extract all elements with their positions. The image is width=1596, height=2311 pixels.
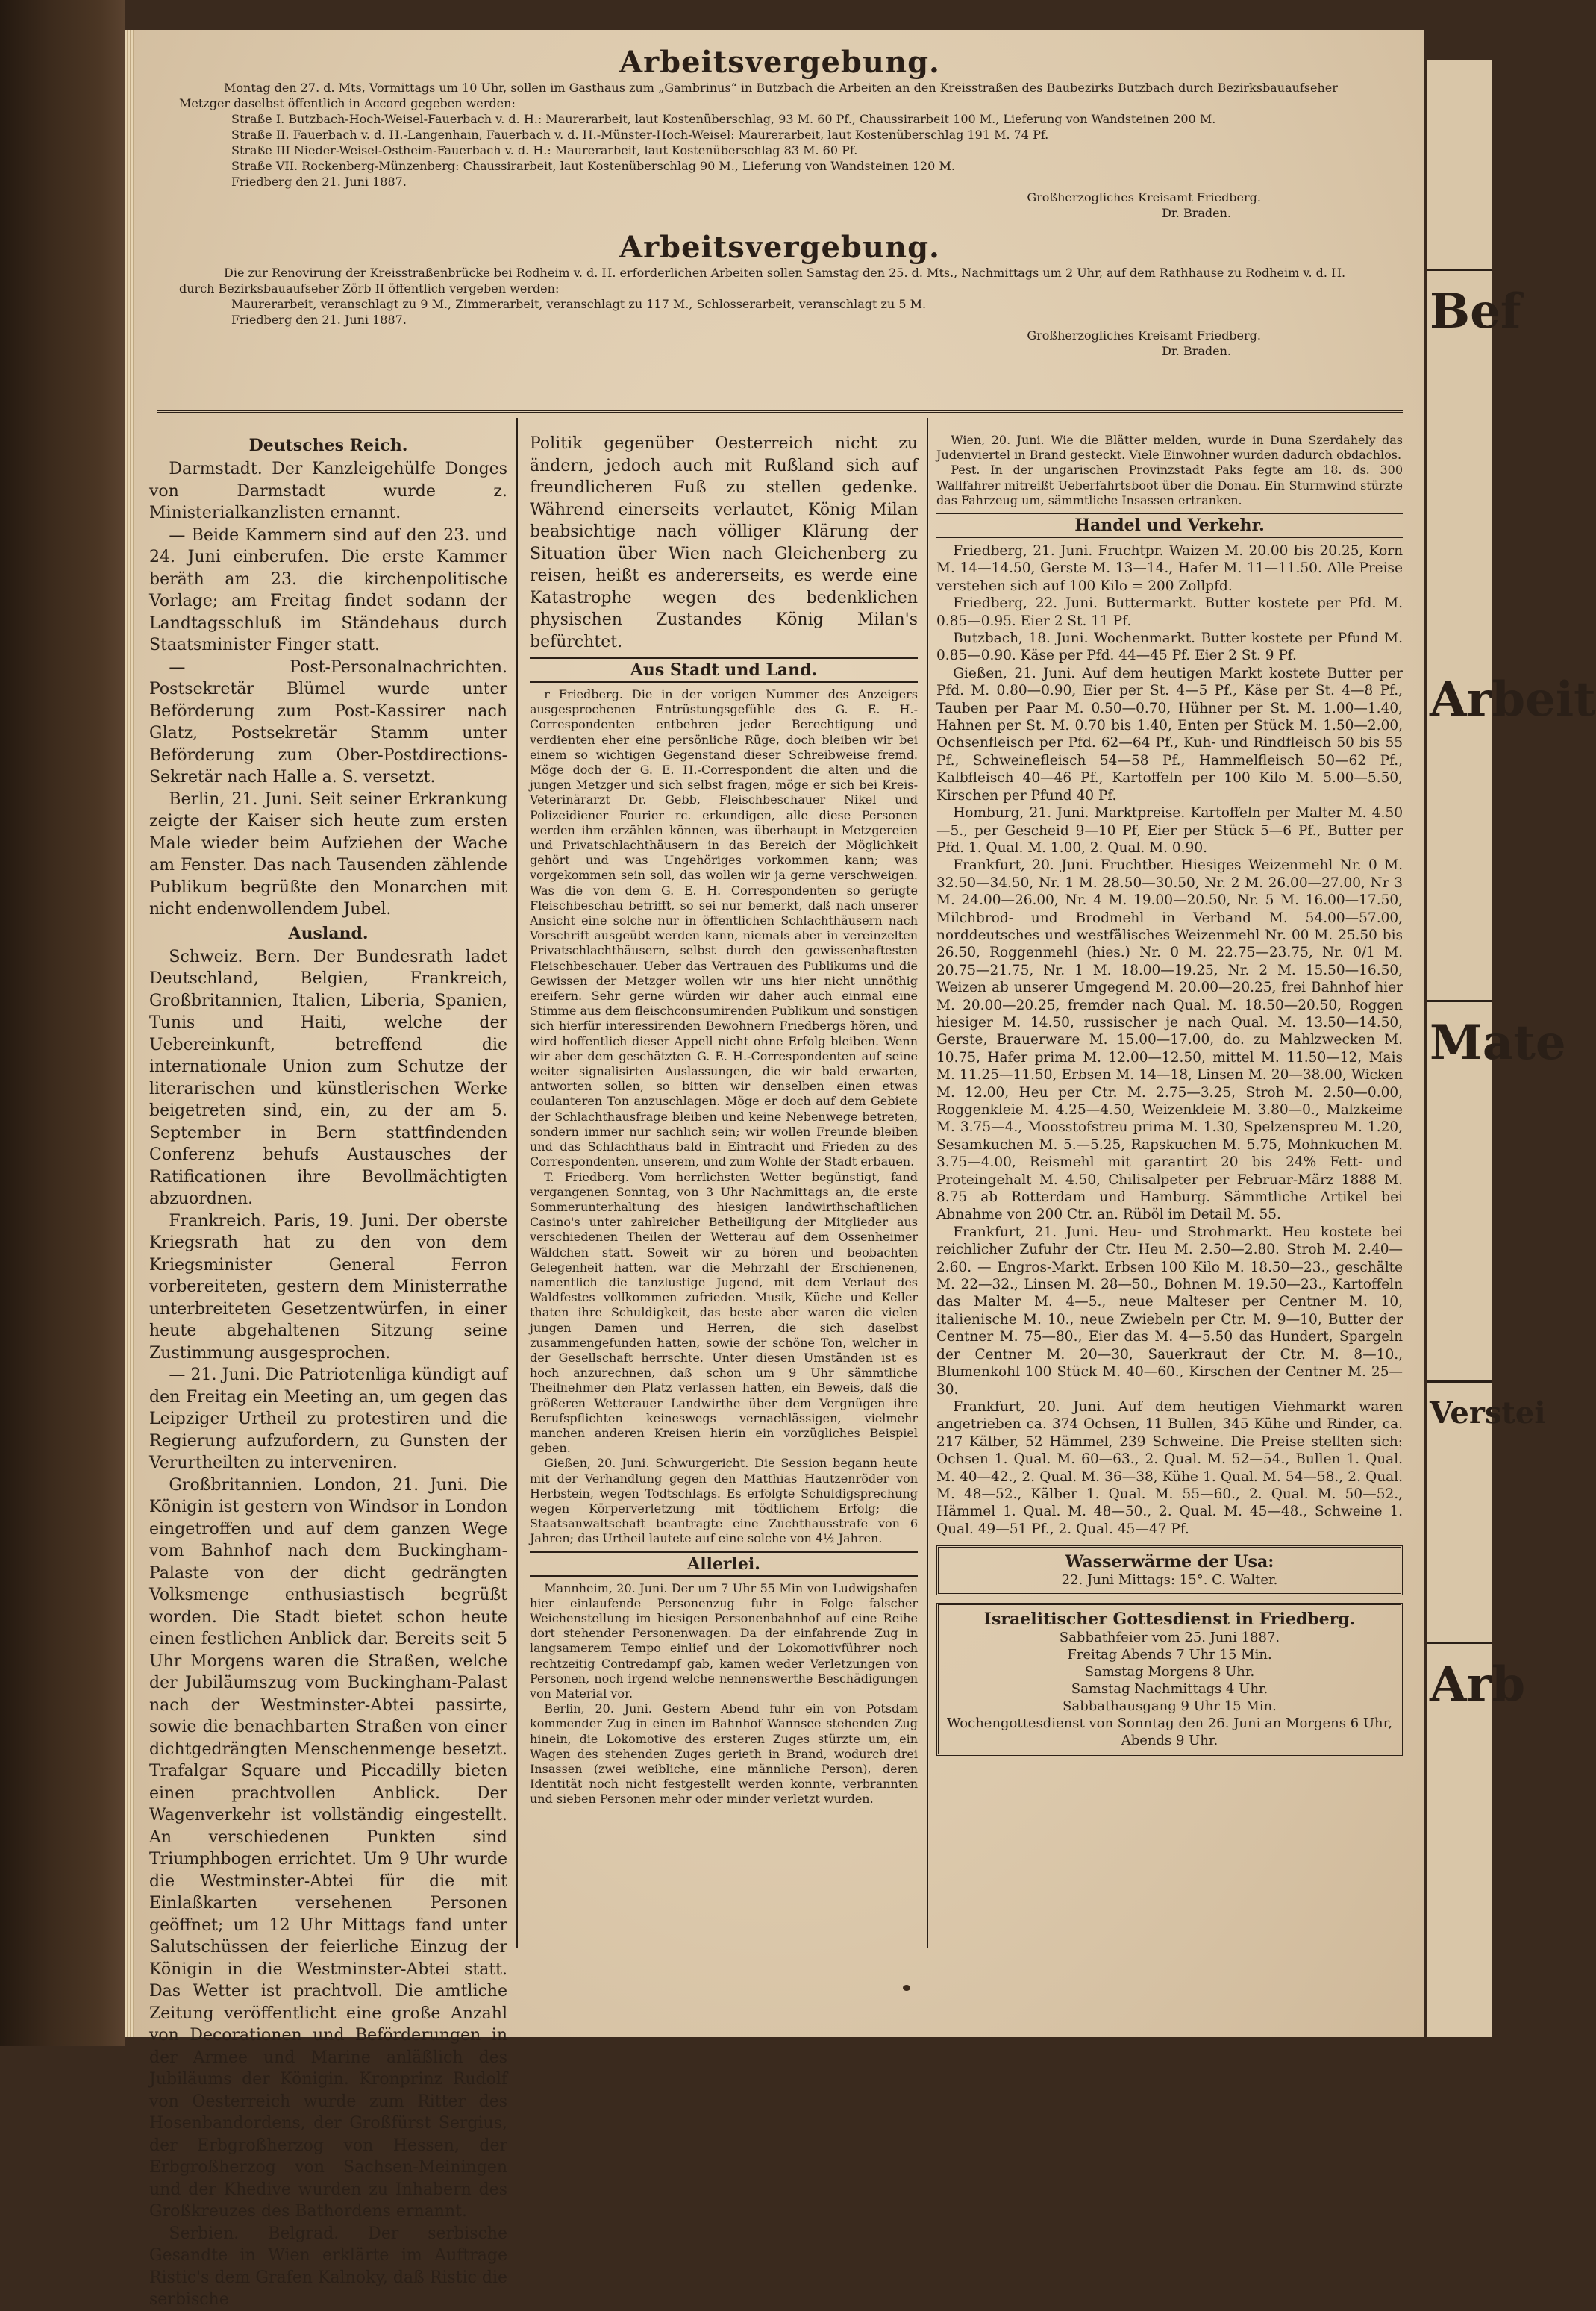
article-paragraph: Schweiz. Bern. Der Bundesrath ladet Deutschland, Belgien, Frankreich, Großbritannien, Italien, Liberia, Spanien, Tunis und Haiti, welche der Uebereinkunft, betreffend die internationale Union zum Schutze der literarischen und künstlerischen Werke beigetreten sind, ein, zu der am 5. September in Bern stattfindenden Conferenz behufs Austausches der Ratificationen ihre Bevollmächtigten abzuordnen. <box>149 947 507 1208</box>
article-paragraph: — 21. Juni. Die Patriotenliga kündigt auf den Freitag ein Meeting an, um gegen das Leipziger Urtheil zu protestiren und die Regierung aufzufordern, zu Gunsten der Verurtheilten zu interveniren. <box>149 1366 507 1472</box>
article-paragraph: Serbien. Belgrad. Der serbische Gesandte in Wien erklärte im Auftrage Ristic's dem Grafen Kalnoky, daß Ristic die serbische <box>149 2224 507 2309</box>
advert-2-date: Friedberg den 21. Juni 1887. <box>231 313 407 327</box>
market-report: Homburg, 21. Juni. Marktpreise. Kartoffeln per Malter M. 4.50—5., per Gescheid 9—10 Pf, Eier per Stück 5—6 Pf., Butter per Pfd. 1. Qual. M. 1.00, 2. Qual. M. 0.90. <box>936 805 1403 856</box>
market-report: Butzbach, 18. Juni. Wochenmarkt. Butter kostete per Pfund M. 0.85—0.90. Käse per Pfd. 44—45 Pf. Eier 2 St. 9 Pf. <box>936 631 1403 664</box>
heading-allerlei: Allerlei. <box>530 1551 918 1577</box>
article-paragraph: Wien, 20. Juni. Wie die Blätter melden, wurde in Duna Szerdahely das Judenviertel in Brand gesteckt. Viele Einwohner wurden dadurch obdachlos. <box>936 433 1403 463</box>
heading-deutsches-reich: Deutsches Reich. <box>248 436 408 455</box>
article-paragraph: T. Friedberg. Vom herrlichsten Wetter begünstigt, fand vergangenen Sonntag, von 3 Uhr Nachmittags an, die erste Sommerunterhaltung des hiesigen landwirthschaftlichen Casino's unter zahlreicher Betheiligung der Mitglieder aus verschiedenen Theilen der Wetterau auf dem Ossenheimer Wäldchen statt. Soweit wir zu hören und beobachten Gelegenheit hatten, war die Mehrzahl der Erschienenen, namentlich die tanzlustige Jugend, mit dem Verlauf des Waldfestes vollkommen zufrieden. Musik, Küche und Keller thaten ihre Schuldigkeit, das beste aber waren die vielen jungen Damen und Herren, die sich daselbst zusammengefunden hatten, sowie der schöne Ton, welcher in der Gesellschaft herrschte. Unter diesen Umständen ist es hoch anzurechnen, daß schon um 9 Uhr sämmtliche Theilnehmer den Platz verlassen hatten, ein Beweis, daß die größeren Wetterauer Landwirthe über dem Vergnügen ihre Berufspflichten keineswegs vernachlässigen, vielmehr manchen anderen Kreisen hierin ein vorzügliches Beispiel geben. <box>530 1169 918 1456</box>
heading-handel-und-verkehr: Handel und Verkehr. <box>936 513 1403 538</box>
advert-2-title: Arbeitsvergebung. <box>619 230 940 265</box>
water-temperature-title: Wasserwärme der Usa: <box>1065 1552 1274 1572</box>
article-paragraph: Mannheim, 20. Juni. Der um 7 Uhr 55 Min von Ludwigshafen hier einlaufende Personenzug fuhr in Folge falscher Weichenstellung im hiesigen Personenbahnhof auf eine Reihe dort stehender Personenwagen. Da der einfahrende Zug in langsamerem Tempo einlief und der Lokomotivführer noch rechtzeitig Contredampf gab, kamen weder Verletzungen von Personen, noch irgend welche nennenswerthe Beschädigungen von Material vor. <box>530 1580 918 1701</box>
column-rule <box>516 418 518 1948</box>
article-paragraph: — Beide Kammern sind auf den 23. und 24. Juni einberufen. Die erste Kammer beräth am 23. die kirchenpolitische Vorlage; am Freitag findet sodann der Landtagsschluß im Ständehaus durch Staatsminister Finger statt. <box>149 525 507 654</box>
advert-arbeitsvergebung-1 <box>179 45 1380 221</box>
article-paragraph: Frankreich. Paris, 19. Juni. Der oberste Kriegsrath hat zu den von dem Kriegsminister General Ferron vorbereiteten, gestern dem Ministerrathe unterbreiteten Gesetzentwürfen, in einer heute abgehaltenen Sitzung seine Zustimmung ausgesprochen. <box>149 1211 507 1363</box>
advert-1-line: Straße VII. Rockenberg-Münzenberg: Chaussirarbeit, laut Kostenüberschlag 90 M., Lieferung von Wandsteinen 120 M. <box>231 159 955 173</box>
rule <box>1427 269 1492 271</box>
market-report: Frankfurt, 21. Juni. Heu- und Strohmarkt. Heu kostete bei reichlicher Zufuhr der Ctr. Heu M. 2.50—2.80. Stroh M. 2.40—2.60. — Engros-Markt. Erbsen 100 Kilo M. 18.50—23., geschälte M. 22—32., Linsen M. 28—50., Bohnen M. 19.50—23., Kartoffeln das Malter M. 4—5., neue Malteser per Centner M. 10, italienische M. 10., neue Zwiebeln per Ctr. M. 9—10, Butter der Centner M. 75—80., Eier das M. 4—5.50 das Hundert, Spargeln der Centner M. 20—30, Sauerkraut der Ctr. M. 8—10., Blumenkohl 100 Stück M. 40—60., Kirschen der Centner M. 25—30. <box>936 1224 1403 1398</box>
water-temperature-line: 22. Juni Mittags: 15°. C. Walter. <box>1061 1572 1278 1589</box>
rule <box>1427 1380 1492 1383</box>
advert-1-line: Straße I. Butzbach-Hoch-Weisel-Fauerbach v. d. H.: Maurerarbeit, laut Kostenüberschlag, 93 M. 60 Pf., Chaussirarbeit 100 M., Lieferung von Wandsteinen 200 M. <box>231 112 1216 126</box>
advert-1-signer: Dr. Braden. <box>1162 206 1231 220</box>
article-paragraph: Darmstadt. Der Kanzleigehülfe Donges von Darmstadt wurde z. Ministerialkanzlisten ernannt. <box>149 460 507 522</box>
advert-1-line: Straße II. Fauerbach v. d. H.-Langenhain, Fauerbach v. d. H.-Münster-Hoch-Weisel: Maurerarbeit, laut Kostenüberschlag 191 M. 74 Pf. <box>231 128 1049 142</box>
column-1 <box>149 433 507 2309</box>
heading-aus-stadt-und-land: Aus Stadt und Land. <box>530 657 918 683</box>
advert-1-office: Großherzogliches Kreisamt Friedberg. <box>1027 190 1261 204</box>
article-paragraph: — Post-Personalnachrichten. Postsekretär Blümel wurde unter Beförderung zum Post-Kassirer nach Glatz, Postsekretär Stamm unter Beförderung zum Ober-Postdirections-Sekretär nach Halle a. S. versetzt. <box>149 657 507 787</box>
article-paragraph: Politik gegenüber Oesterreich nicht zu ändern, jedoch auch mit Rußland sich auf freundlicheren Fuß zu stellen gedenke. Während einerseits verlautet, König Milan beabsichtige nach völliger Klärung der Situation über Wien nach Gleichenberg zu reisen, heißt es andererseits, es werde eine Katastrophe wegen des bedenklichen physischen Zustandes König Milan's befürchtet. <box>530 434 918 651</box>
water-temperature-box <box>936 1545 1403 1595</box>
rule <box>1427 1000 1492 1002</box>
newspaper-page <box>134 30 1424 2309</box>
heading-ausland: Ausland. <box>288 923 369 943</box>
article-paragraph: Berlin, 21. Juni. Seit seiner Erkrankung zeigte der Kaiser sich heute zum ersten Male wieder beim Aufziehen der Wache am Fenster. Das nach Tausenden zählende Publikum begrüßte den Monarchen mit nicht endenwollendem Jubel. <box>149 789 507 919</box>
service-notice-line: Samstag Nachmittags 4 Uhr. <box>1071 1681 1268 1698</box>
page-edges <box>125 30 134 2037</box>
market-report: Friedberg, 22. Juni. Buttermarkt. Butter kostete per Pfd. M. 0.85—0.95. Eier 2 St. 11 Pf. <box>936 595 1403 629</box>
article-paragraph: Pest. In der ungarischen Provinzstadt Paks fegte am 18. ds. 300 Wallfahrer mitreißt Ueberfahrtsboot über die Donau. Ein Sturmwind stürzte das Fahrzeug um, sämmtliche Insassen ertranken. <box>936 463 1403 507</box>
article-paragraph: Großbritannien. London, 21. Juni. Die Königin ist gestern von Windsor in London eingetroffen und auf dem ganzen Wege vom Bahnhof nach dem Buckingham-Palaste von der dicht gedrängten Volksmenge enthusiastisch begrüßt worden. Die Stadt bietet schon heute einen festlichen Anblick dar. Bereits seit 5 Uhr Morgens waren die Straßen, welche der Jubiläumszug vom Buckingham-Palast nach der Westminster-Abtei passirte, sowie die benachbarten Straßen von einer dichtgedrängten Menschenmenge besetzt. Trafalgar Square und Piccadilly bieten einen prachtvollen Anblick. Der Wagenverkehr ist vollständig eingestellt. An verschiedenen Punkten sind Triumphbogen errichtet. Um 9 Uhr wurde die Westminster-Abtei für die mit Einlaßkarten versehenen Personen geöffnet; um 12 Uhr Mittags fand unter Salutschüssen der feierliche Einzug der Königin in die Westminster-Abtei statt. Das Wetter ist prachtvoll. Die amtliche Zeitung veröffentlicht eine große Anzahl von Decorationen und Beförderungen in der Armee und Marine anläßlich des Jubiläums der Königin. Kronprinz Rudolf von Oesterreich wurde zum Ritter des Hosenbandordens, der Großfürst Sergius, der Erbgroßherzog von Hessen, der Erbgroßherzog von Sachsen-Meiningen und der Khedive wurden zu Inhabern des Großkreuzes des Bathordens ernannt. <box>149 1475 507 2221</box>
market-report: Friedberg, 21. Juni. Fruchtpr. Waizen M. 20.00 bis 20.25, Korn M. 14—14.50, Gerste M. 13—14., Hafer M. 11—11.50. Alle Preise verstehen sich auf 100 Kilo = 200 Zollpfd. <box>936 543 1403 594</box>
column-3 <box>936 433 1403 1970</box>
service-notice-line: Sabbathfeier vom 25. Juni 1887. <box>1059 1630 1280 1646</box>
advert-2-office: Großherzogliches Kreisamt Friedberg. <box>1027 328 1261 343</box>
article-paragraph: r Friedberg. Die in der vorigen Nummer des Anzeigers ausgesprochenen Entrüstungsgefühle des G. E. H.-Correspondenten entbehren jeder Berechtigung und verdienten eher eine persönliche Rüge, doch bleiben wir bei einem so wichtigen Gegenstand dieser Schreibweise fremd. Möge doch der G. E. H.-Correspondent die alten und die jungen Metzger und sich selbst fragen, möge er sich bei Kreis-Veterinärarzt Dr. Gebb, Fleischbeschauer Nikel und Polizeidiener Fourier rc. erkundigen, alle diese Personen werden ihm erzählen können, was überhaupt in Metzgereien und Privatschlachthäusern in das Bereich der Möglichkeit gehört und was Ungehöriges vorkommen kann; was vorgekommen sein soll, das wollen wir ja gerne verschweigen. Was die von dem G. E. H. Correspondenten so gerügte Fleischbeschau betrifft, so sei nur bemerkt, daß nach unserer Ansicht eine solche nur in öffentlichen Schlachthäusern nach Vorschrift ausgeübt werden kann, niemals aber in vereinzelten Privatschlachthäusern, selbst durch den gewissenhaftesten Fleischbeschauer. Ueber das Vertrauen des Publikums und die Gewissen der Metzger wollen wir uns hier nicht unnöthig ereifern. Sehr gerne würden wir daher auch einmal eine Stimme aus dem fleischconsumirenden Publikum und sonstigen sich hierfür interessirenden Bewohnern Friedbergs hören, und wird hoffentlich dieser Appell nicht ohne Erfolg bleiben. Wenn wir aber dem geschätzten G. E. H.-Correspondenten auf seine weiter signalisirten Auslassungen, die wir bald erwarten, antworten sollen, so bitten wir denselben einen etwas coulanteren Ton anzuschlagen. Möge er doch auf dem Gebiete der Schlachthausfrage bleiben und keine Nebenwege betreten, sondern immer nur sachlich sein; wir wollen Freunde bleiben und das Schlachthaus bald in Eintracht und Frieden zu des Correspondenten, unserem, und zum Wohle der Stadt erbauen. <box>530 687 918 1169</box>
article-paragraph: Gießen, 20. Juni. Schwurgericht. Die Session begann heute mit der Verhandlung gegen den Matthias Hautzenröder von Herbstein, wegen Todtschlags. Es erfolgte Schuldigsprechung wegen Körperverletzung mit tödtlichem Erfolg; die Staatsanwaltschaft beantragte eine Zuchthausstrafe von 6 Jahren; das Urtheil lautete auf eine solche von 4½ Jahren. <box>530 1456 918 1546</box>
ink-speck <box>903 1985 910 1991</box>
service-notice-line: Samstag Morgens 8 Uhr. <box>1084 1664 1255 1680</box>
market-report: Gießen, 21. Juni. Auf dem heutigen Markt kostete Butter per Pfd. M. 0.80—0.90, Eier per St. 4—5 Pf., Käse per St. 4—8 Pf., Tauben per Paar M. 0.50—0.70, Hühner per St. M. 1.00—1.40, Hahnen per St. M. 0.70 bis 1.40, Enten per Stück M. 1.50—2.00, Ochsenfleisch per Pfd. 62—64 Pf., Kuh- und Rindfleisch 50 bis 55 Pf., Schweinefleisch 54—58 Pf., Hammelfleisch 50—62 Pf., Kalbfleisch 40—46 Pf., Kartoffeln per 100 Kilo M. 5.00—5.50, Kirschen per Pfund 40 Pf. <box>936 665 1403 804</box>
service-notice-title: Israelitischer Gottesdienst in Friedberg. <box>983 1610 1356 1630</box>
service-notice-line: Sabbathausgang 9 Uhr 15 Min. <box>1063 1698 1277 1715</box>
section-divider <box>157 410 1403 413</box>
fragment-heading: Bef <box>1430 284 1521 340</box>
column-2 <box>530 433 918 1970</box>
advert-2-line: Maurerarbeit, veranschlagt zu 9 M., Zimmerarbeit, veranschlagt zu 117 M., Schlosserarbeit, veranschlagt zu 5 M. <box>231 297 927 311</box>
market-report: Frankfurt, 20. Juni. Fruchtber. Hiesiges Weizenmehl Nr. 0 M. 32.50—34.50, Nr. 1 M. 28.50—30.50, Nr. 2 M. 26.00—27.00, Nr 3 M. 24.00—26.00, Nr. 4 M. 19.00—20.50, Nr. 5 M. 16.00—17.50, Milchbrod- und Brodmehl in Verband M. 54.00—57.00, norddeutsches und westfälisches Weizenmehl Nr. 00 M. 25.50 bis 26.50, Roggenmehl (hies.) Nr. 0 M. 22.75—23.75, Nr. 0/1 M. 20.75—21.75, Nr. 1 M. 18.00—19.25, Nr. 2 M. 15.50—16.50, Weizen ab unserer Umgegend M. 20.00—20.25, frei Bahnhof hier M. 20.00—20.25, fremder nach Qual. M. 18.50—20.50, Roggen hiesiger M. 14.50, russischer je nach Qual. M. 13.50—14.50, Gerste, Brauerware M. 15.00—17.00, do. zu Mahlzwecken M. 10.75, Hafer prima M. 12.00—12.50, mittel M. 11.50—12, Mais M. 11.25—11.50, Erbsen M. 14—18, Linsen M. 20—38.00, Wicken M. 12.00, Heu per Ctr. M. 2.75—3.25, Stroh M. 2.50—0.00, Roggenkleie M. 4.25—4.50, Weizenkleie M. 3.80—0., Malzkeime M. 3.75—4., Moosstofstreu prima M. 1.30, Spelzenspreu M. 1.20, Sesamkuchen M. 5.—5.25, Rapskuchen M. 5.75, Mohnkuchen M. 3.75—4.00, Reismehl mit garantirt 20 bis 24% Fett- und Proteingehalt M. 4.50, Chilisalpeter per Februar-März 1888 M. 8.75 ab Rotterdam und Hamburg. Sämmtliche Artikel bei Abnahme von 200 Ctr. an. Rüböl im Detail M. 55. <box>936 857 1403 1223</box>
advert-1-date: Friedberg den 21. Juni 1887. <box>231 175 407 189</box>
service-notice-line: Freitag Abends 7 Uhr 15 Min. <box>1067 1647 1272 1663</box>
adjacent-page-fragment <box>1427 60 1596 2037</box>
advert-1-title: Arbeitsvergebung. <box>619 45 940 80</box>
fragment-heading: Arbeit <box>1430 672 1596 728</box>
market-report: Frankfurt, 20. Juni. Auf dem heutigen Viehmarkt waren angetrieben ca. 374 Ochsen, 11 Bullen, 345 Kühe und Rinder, ca. 217 Kälber, 52 Hämmel, 239 Schweine. Die Preise stellten sich: Ochsen 1. Qual. M. 60—63., 2. Qual. M. 52—54., Bullen 1. Qual. M. 40—42., 2. Qual. M. 36—38, Kühe 1. Qual. M. 54—58., 2. Qual. M. 48—52., Kälber 1. Qual. M. 55—60., 2. Qual. M. 50—52., Hämmel 1. Qual. M. 48—50., 2. Qual. M. 45—48., Schweine 1. Qual. 49—51 Pf., 2. Qual. 45—47 Pf. <box>936 1398 1403 1537</box>
advert-2-signer: Dr. Braden. <box>1162 344 1231 358</box>
service-notice-line: Wochengottesdienst von Sonntag den 26. Juni an Morgens 6 Uhr, Abends 9 Uhr. <box>947 1716 1392 1749</box>
advert-2-intro: Die zur Renovirung der Kreisstraßenbrücke bei Rodheim v. d. H. erforderlichen Arbeiten sollen Samstag den 25. d. Mts., Nachmittags um 2 Uhr, auf dem Rathhause zu Rodheim v. d. H. durch Bezirksbauaufseher Zörb II öffentlich vergeben werden: <box>179 266 1346 295</box>
book-spine <box>0 0 125 2046</box>
fragment-heading: Verstei <box>1430 1395 1546 1430</box>
column-rule <box>927 418 928 1948</box>
fragment-heading: Mate <box>1430 1015 1566 1071</box>
advert-arbeitsvergebung-2 <box>179 230 1380 359</box>
rule <box>1427 1642 1492 1644</box>
article-paragraph: Berlin, 20. Juni. Gestern Abend fuhr ein von Potsdam kommender Zug in einen im Bahnhof Wannsee stehenden Zug hinein, die Lokomotive des ersteren Zuges stürzte um, ein Wagen des stehenden Zuges gerieth in Brand, wodurch drei Insassen (zwei weibliche, eine männliche Person), deren Identität noch nicht festgestellt werden konnte, verbrannten und sieben Personen mehr oder minder verletzt wurden. <box>530 1701 918 1807</box>
service-notice-box <box>936 1603 1403 1756</box>
advert-1-intro: Montag den 27. d. Mts, Vormittags um 10 Uhr, sollen im Gasthaus zum „Gambrinus“ in Butzbach die Arbeiten an den Kreisstraßen des Baubezirks Butzbach durch Bezirksbauaufseher Metzger daselbst öffentlich in Accord gegeben werden: <box>179 81 1338 110</box>
advert-1-line: Straße III Nieder-Weisel-Ostheim-Fauerbach v. d. H.: Maurerarbeit, laut Kostenüberschlag 83 M. 60 Pf. <box>231 143 858 157</box>
fragment-heading: Arb <box>1430 1657 1526 1713</box>
